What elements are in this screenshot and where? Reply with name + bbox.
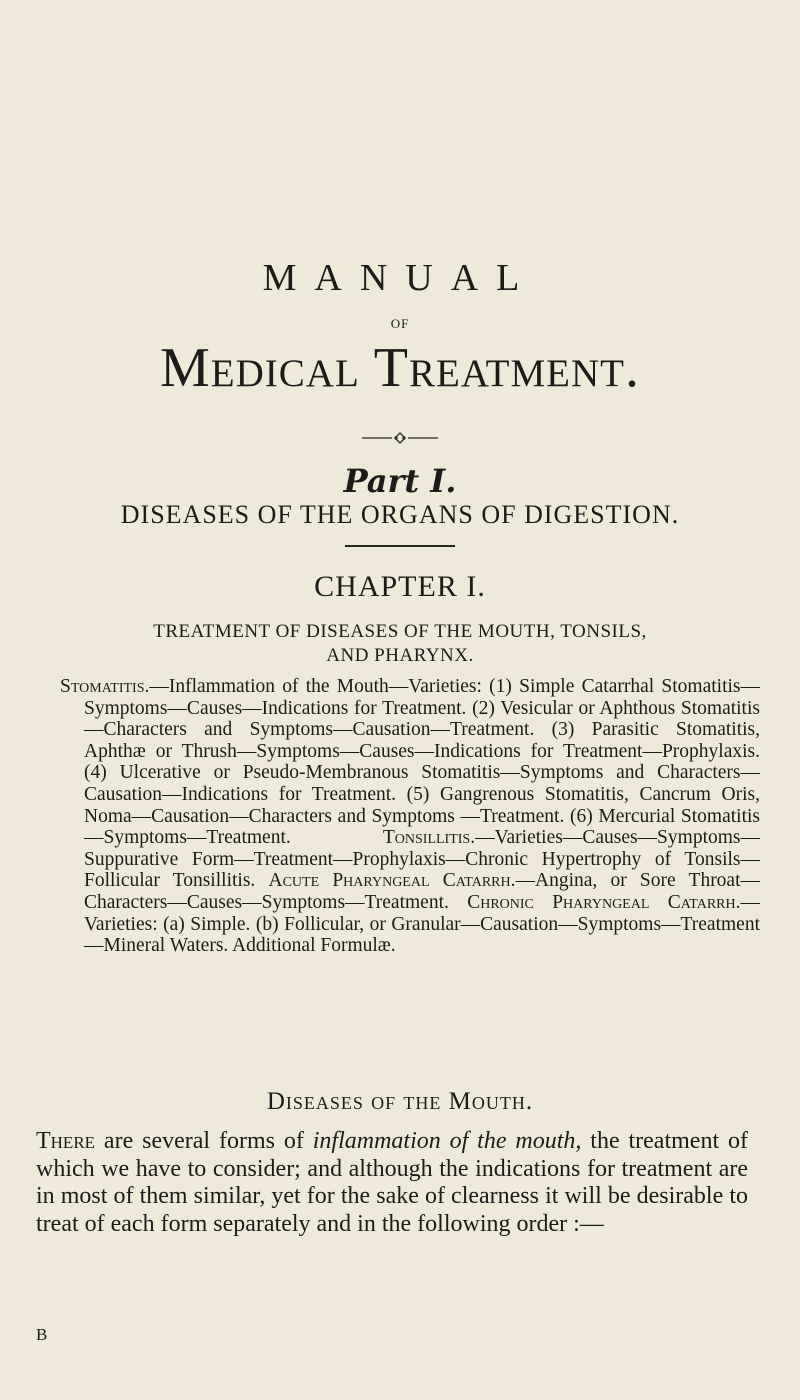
opening-word: There	[36, 1128, 96, 1154]
chapter-title-line2: AND PHARYNX.	[326, 645, 474, 666]
section-heading: Diseases of the Mouth.	[266, 1088, 534, 1115]
manual-heading: MANUAL	[262, 257, 538, 299]
summary-text: —Angina, or Sore Throat—Characters—Causes—Symptoms—Treatment.	[84, 870, 761, 913]
title-ornament	[0, 428, 800, 448]
summary-topic-stomatitis: Stomatitis.	[60, 676, 150, 697]
summary-topic-acute-catarrh: Acute Pharyngeal Catarrh.	[268, 870, 516, 892]
part-label: Part I.	[343, 462, 457, 500]
summary-text: —Inflammation of the Mouth—Varieties: (1) Simple Catarrhal Stomatitis—Symptoms—Causes—Indications for Treatment. (2) Vesicular or Aphthous Stomatitis—Characters and Symptoms—Causation—Treatment. (3) Parasitic Stomatitis, Aphthæ or Thrush—Symptoms—Causes—Indications for Treatment—Prophylaxis. (4) Ulcerative or Pseudo-Membranous Stomatitis—Symptoms and Characters—Causation—Indications for Treatment. (5) Gangrenous Stomatitis, Cancrum Oris, Noma—Causation—Characters and Symptoms —Treatment. (6) Mercurial Stomatitis—Symptoms—Treatment.	[84, 676, 760, 849]
summary-text: —Varieties: (a) Simple. (b) Follicular, or Granular—Causation—Symptoms—Treatment—Mineral Waters. Additional Formulæ.	[84, 891, 760, 957]
body-text-segment: the treatment of which we have to consider; and although the indications for treatment are in most of them similar, yet for the sake of clearness it will be desirable to treat of each form separately and in the following order :—	[36, 1128, 748, 1237]
emphasis-text: inflammation of the mouth,	[312, 1128, 582, 1154]
signature-mark: B	[36, 1325, 48, 1344]
summary-text: —Varieties—Causes—Symptoms—Suppurative Form—Treatment—Prophylaxis—Chronic Hypertrophy of Tonsils—Follicular Tonsillitis.	[84, 827, 760, 892]
body-text-segment: are several forms of	[95, 1128, 313, 1154]
chapter-number: CHAPTER I.	[314, 570, 486, 603]
summary-topic-chronic-catarrh: Chronic Pharyngeal Catarrh.	[467, 891, 741, 913]
summary-topic-tonsillitis: Tonsillitis.	[382, 827, 476, 849]
part-subtitle: DISEASES OF THE ORGANS OF DIGESTION.	[120, 500, 680, 529]
book-title: Medical Treatment.	[160, 337, 640, 399]
section-divider	[345, 545, 455, 547]
chapter-title-line1: TREATMENT OF DISEASES OF THE MOUTH, TONSILS,	[153, 621, 647, 642]
chapter-summary	[60, 676, 760, 957]
chapter-title	[0, 620, 800, 668]
body-paragraph	[36, 1128, 748, 1238]
of-word: OF	[390, 316, 410, 331]
